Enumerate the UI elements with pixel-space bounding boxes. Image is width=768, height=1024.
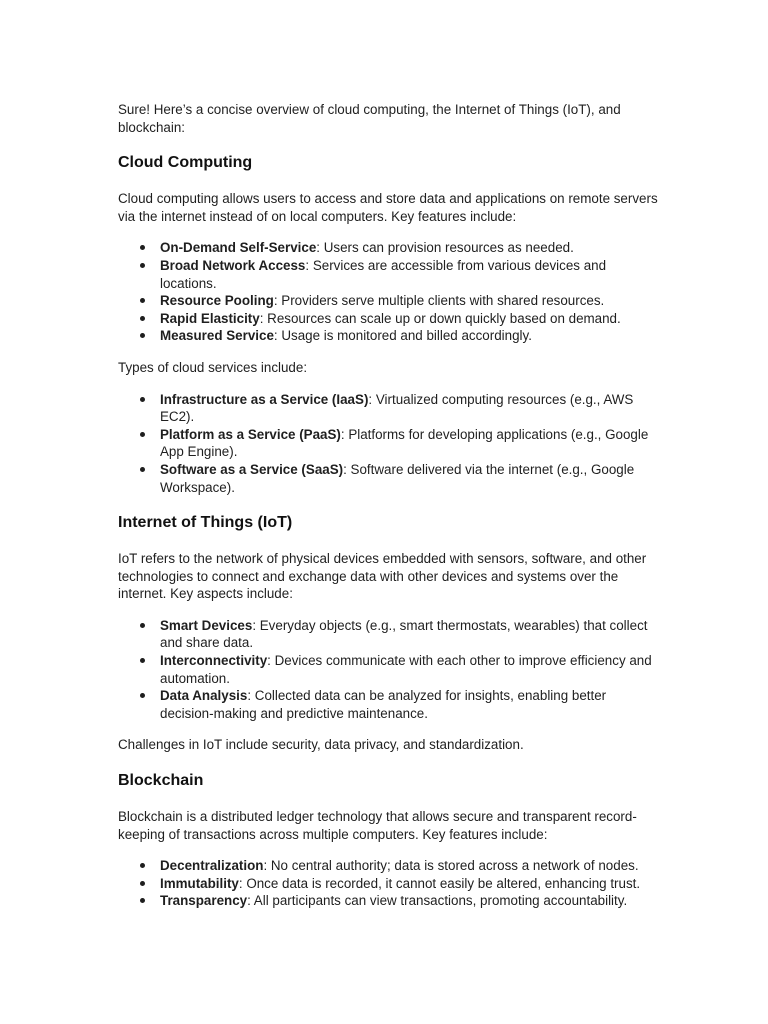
item-desc: : Once data is recorded, it cannot easily be altered, enhancing trust. xyxy=(238,875,641,891)
blockchain-heading: Blockchain xyxy=(118,772,204,790)
blockchain-paragraph: Blockchain is a distributed ledger technology that allows secure and transparent record-keeping of transactions across multiple computers. Key features include: xyxy=(118,809,637,842)
cloud-types-intro: Types of cloud services include: xyxy=(118,359,308,375)
cloud-features-list xyxy=(118,239,658,345)
item-term: Software as a Service (SaaS) xyxy=(160,461,344,477)
item-desc: : Devices communicate with each other to improve efficiency and automation. xyxy=(160,653,652,686)
item-term: Interconnectivity xyxy=(160,653,268,669)
bullet-icon xyxy=(140,881,145,886)
bullet-icon xyxy=(140,263,145,268)
item-term: Resource Pooling xyxy=(160,293,274,309)
bullet-icon xyxy=(140,316,145,321)
iot-challenges-paragraph: Challenges in IoT include security, data privacy, and standardization. xyxy=(118,737,524,753)
item-term: Infrastructure as a Service (IaaS) xyxy=(160,391,369,407)
bullet-icon xyxy=(140,397,145,402)
list-item xyxy=(118,310,658,328)
bullet-icon xyxy=(140,623,145,628)
item-term: Decentralization xyxy=(160,858,264,874)
bullet-icon xyxy=(140,245,145,250)
list-item xyxy=(118,617,658,652)
cloud-computing-paragraph: Cloud computing allows users to access and store data and applications on remote servers via the internet instead of on local computers. Key features include: xyxy=(118,191,658,224)
list-item xyxy=(118,461,658,496)
item-term: Smart Devices xyxy=(160,617,253,633)
intro-paragraph: Sure! Here’s a concise overview of cloud computing, the Internet of Things (IoT), and blockchain: xyxy=(118,102,621,135)
bullet-icon xyxy=(140,333,145,338)
list-item xyxy=(118,239,658,257)
item-desc: : Everyday objects (e.g., smart thermostats, wearables) that collect and share data. xyxy=(160,617,648,651)
bullet-icon xyxy=(140,658,145,663)
item-term: Rapid Elasticity xyxy=(160,310,260,326)
list-item xyxy=(118,426,658,461)
item-term: Transparency xyxy=(160,893,248,909)
item-desc: : Software delivered via the internet (e.g., Google Workspace). xyxy=(160,461,635,495)
iot-aspects-list xyxy=(118,617,658,723)
list-item xyxy=(118,687,658,722)
list-item xyxy=(118,257,658,292)
bullet-icon xyxy=(140,298,145,303)
list-item xyxy=(118,327,658,345)
cloud-computing-heading: Cloud Computing xyxy=(118,154,253,172)
item-desc: : Collected data can be analyzed for insights, enabling better decision-making and predictive maintenance. xyxy=(160,688,607,721)
bullet-icon xyxy=(140,693,145,698)
blockchain-features-list xyxy=(118,857,658,910)
item-desc: : Providers serve multiple clients with shared resources. xyxy=(273,293,605,309)
bullet-icon xyxy=(140,467,145,472)
item-term: Measured Service xyxy=(160,328,274,344)
item-term: Data Analysis xyxy=(160,688,248,704)
item-desc: : Resources can scale up or down quickly based on demand. xyxy=(259,310,621,326)
bullet-icon xyxy=(140,898,145,903)
item-desc: : Virtualized computing resources (e.g., AWS EC2). xyxy=(160,391,634,425)
bullet-icon xyxy=(140,432,145,437)
item-desc: : No central authority; data is stored across a network of nodes. xyxy=(263,858,639,874)
list-item xyxy=(118,875,658,893)
cloud-types-list xyxy=(118,391,658,497)
list-item xyxy=(118,391,658,426)
list-item xyxy=(118,292,658,310)
item-term: Broad Network Access xyxy=(160,257,306,273)
iot-paragraph: IoT refers to the network of physical devices embedded with sensors, software, and other technologies to connect and exchange data with other devices and systems over the internet. Key aspects include: xyxy=(118,551,647,602)
list-item xyxy=(118,892,658,910)
item-term: Platform as a Service (PaaS) xyxy=(160,426,341,442)
item-desc: : Platforms for developing applications (e.g., Google App Engine). xyxy=(160,426,649,460)
iot-heading: Internet of Things (IoT) xyxy=(118,514,293,532)
bullet-icon xyxy=(140,863,145,868)
list-item xyxy=(118,857,658,875)
item-desc: : Users can provision resources as needed. xyxy=(316,240,574,256)
item-desc: : Usage is monitored and billed accordingly. xyxy=(273,328,532,344)
item-term: Immutability xyxy=(160,875,239,891)
item-term: On-Demand Self-Service xyxy=(160,240,317,256)
item-desc: : Services are accessible from various devices and locations. xyxy=(160,257,607,291)
item-desc: : All participants can view transactions, promoting accountability. xyxy=(247,893,628,909)
list-item xyxy=(118,652,658,687)
